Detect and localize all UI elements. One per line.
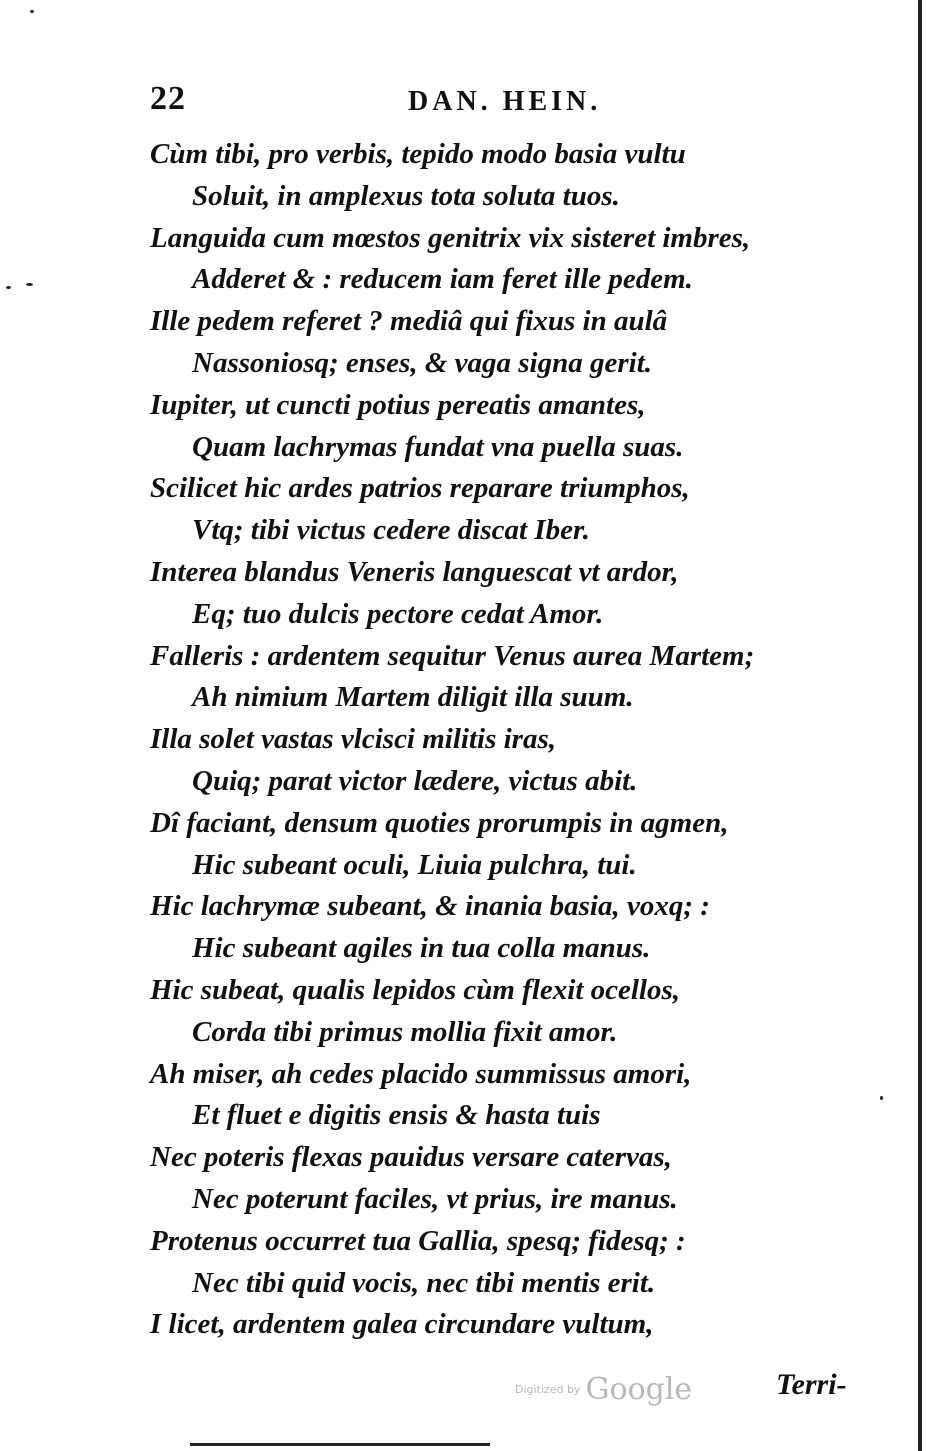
ink-speck (30, 10, 34, 13)
poem-line: Soluit, in amplexus tota soluta tuos. (192, 179, 620, 212)
poem-line: Cùm tibi, pro verbis, tepido modo basia vultu (150, 138, 686, 170)
poem-line: Adderet & : reducem iam feret ille pedem. (192, 263, 693, 296)
poem-line: Illa solet vastas vlcisci militis iras, (150, 723, 556, 756)
poem-line: Ah miser, ah cedes placido summissus amori, (150, 1057, 692, 1090)
poem-line: Nec tibi quid vocis, nec tibi mentis erit. (192, 1266, 656, 1299)
poem-line: Nec poterunt faciles, vt prius, ire manus. (192, 1182, 678, 1215)
poem-line: Protenus occurret tua Gallia, spesq; fidesq; : (150, 1224, 686, 1257)
page-number: 22 (150, 80, 186, 117)
digitized-watermark (515, 1372, 692, 1407)
poem-line: Ille pedem referet ? mediâ qui fixus in aulâ (150, 305, 668, 338)
poem-line: Nec poteris flexas pauidus versare catervas, (150, 1141, 672, 1174)
poem-line: Vtq; tibi victus cedere discat Iber. (192, 514, 590, 547)
watermark-prefix: Digitized by (515, 1383, 581, 1396)
poem-line: Corda tibi primus mollia fixit amor. (192, 1015, 618, 1048)
watermark-brand: Google (585, 1372, 693, 1407)
poem-line: Languida cum mœstos genitrix vix sisteret imbres, (150, 221, 751, 254)
poem-line: Scilicet hic ardes patrios reparare triumphos, (150, 472, 690, 505)
ink-speck (26, 283, 33, 286)
poem-line: Hic subeat, qualis lepidos cùm flexit ocellos, (150, 973, 681, 1006)
bottom-rule (190, 1443, 490, 1446)
page-edge-shadow (918, 0, 922, 1451)
poem-line: Quiq; parat victor lædere, victus abit. (192, 764, 638, 797)
poem-line: Et fluet e digitis ensis & hasta tuis (192, 1099, 601, 1132)
poem-line: I licet, ardentem galea circundare vultum, (150, 1308, 654, 1341)
catchword: Terri- (776, 1368, 847, 1401)
poem-line: Hic lachrymæ subeant, & inania basia, voxq; : (150, 890, 710, 923)
page-header (150, 80, 650, 126)
poem-line: Nassoniosq; enses, & vaga signa gerit. (192, 346, 653, 379)
poem-line: Eq; tuo dulcis pectore cedat Amor. (192, 597, 604, 630)
poem-line: Falleris : ardentem sequitur Venus aurea Martem; (150, 639, 755, 672)
poem-text (150, 134, 850, 1346)
poem-line: Quam lachrymas fundat vna puella suas. (192, 430, 684, 463)
poem-line: Hic subeant oculi, Liuia pulchra, tui. (192, 848, 637, 881)
ink-speck (880, 1096, 883, 1100)
poem-line: Dî faciant, densum quoties prorumpis in agmen, (150, 806, 729, 839)
poem-line: Iupiter, ut cuncti potius pereatis amantes, (150, 388, 646, 421)
running-head: DAN. HEIN. (408, 86, 602, 117)
ink-speck (6, 286, 11, 289)
poem-line: Interea blandus Veneris languescat vt ardor, (150, 555, 679, 588)
poem-line: Ah nimium Martem diligit illa suum. (192, 681, 634, 714)
poem-line: Hic subeant agiles in tua colla manus. (192, 932, 651, 965)
